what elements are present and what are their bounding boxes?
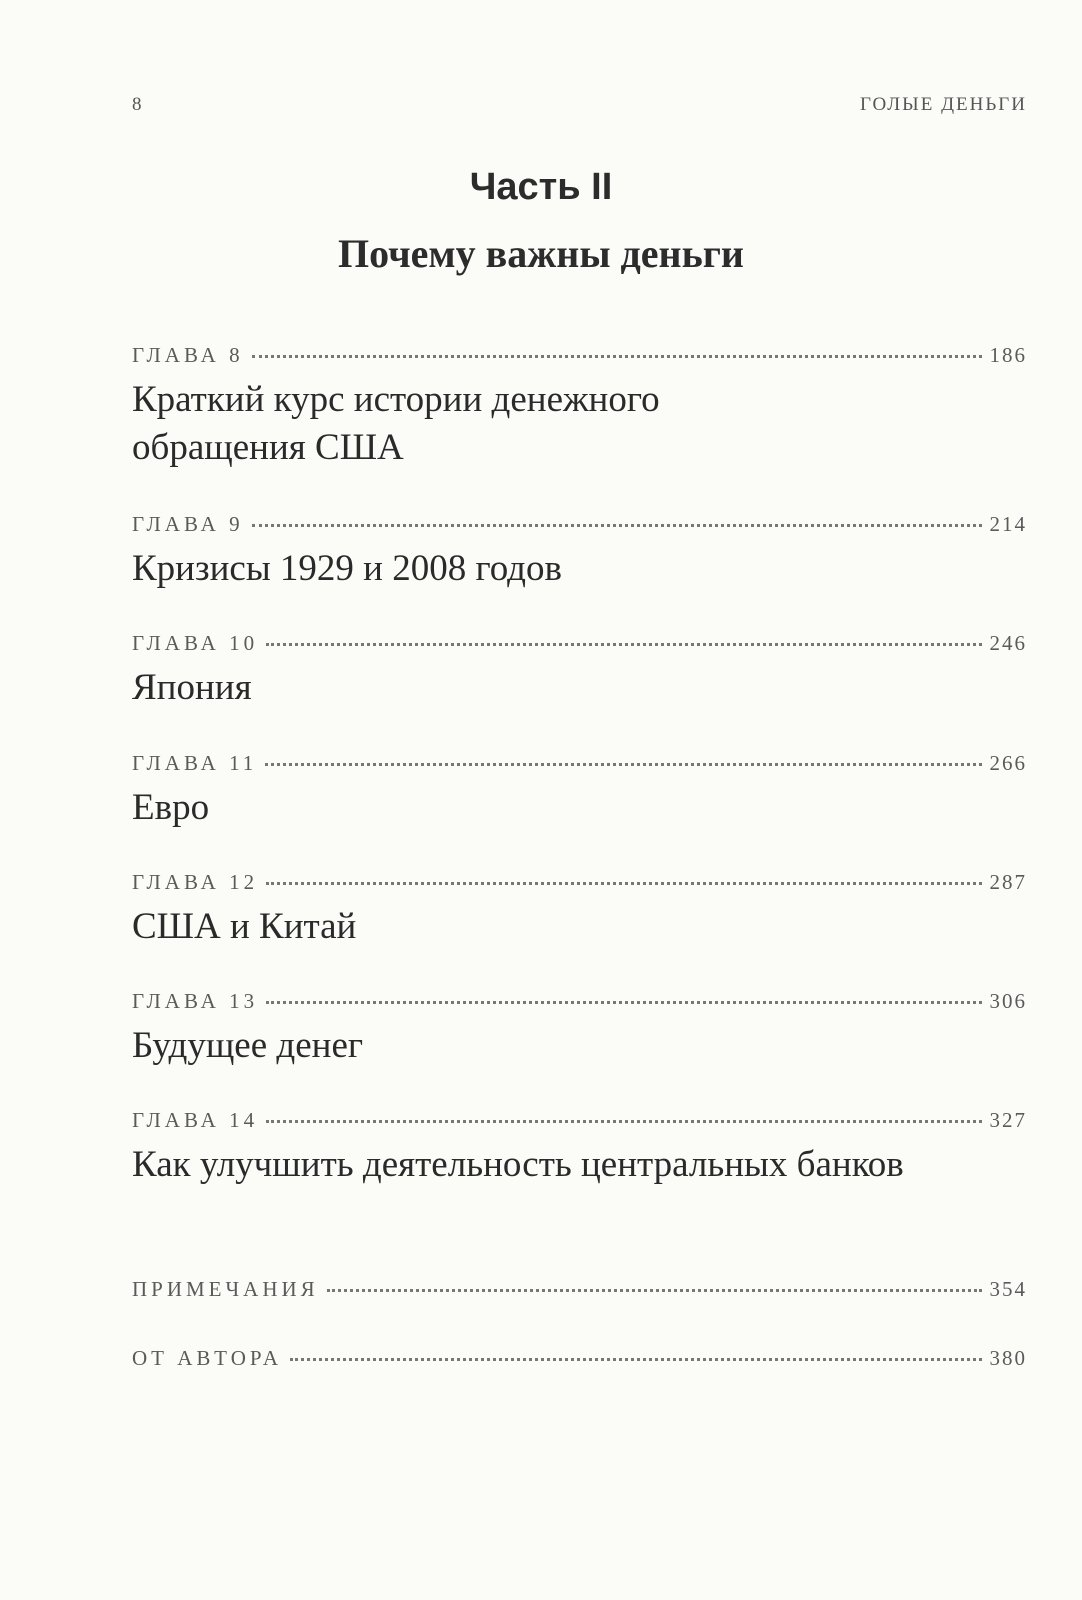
chapter-page: 327: [989, 1108, 1027, 1132]
chapter-page: 306: [989, 989, 1027, 1013]
dot-leader: [266, 643, 981, 646]
toc-entry[interactable]: [132, 631, 1027, 712]
chapter-page: 266: [989, 751, 1027, 775]
chapter-page: 214: [989, 512, 1027, 536]
chapter-page: 186: [989, 343, 1027, 367]
appendix-label: ОТ АВТОРА: [132, 1346, 283, 1370]
part-title: Почему важны деньги: [338, 231, 744, 276]
chapter-title: Япония: [132, 667, 252, 708]
chapter-label: ГЛАВА 8: [132, 343, 244, 367]
running-title: ГОЛЫЕ ДЕНЬГИ: [859, 94, 1027, 115]
toc-entry-author[interactable]: [132, 1346, 1027, 1371]
dot-leader: [290, 1358, 981, 1361]
dot-leader: [266, 1120, 981, 1123]
toc-entry[interactable]: [132, 751, 1027, 832]
chapter-label: ГЛАВА 13: [132, 989, 259, 1013]
chapter-label: ГЛАВА 11: [132, 751, 258, 775]
dot-leader: [327, 1289, 982, 1292]
dot-leader: [266, 882, 981, 885]
chapter-title: США и Китай: [132, 906, 357, 947]
chapter-title: Евро: [132, 787, 210, 828]
chapter-label: ГЛАВА 12: [132, 870, 259, 894]
dot-leader: [252, 355, 982, 358]
chapter-title: Краткий курс истории денежного обращения США: [132, 379, 660, 468]
part-label: Часть II: [469, 166, 613, 208]
chapter-title: Как улучшить деятельность центральных банков: [132, 1144, 904, 1185]
chapter-page: 246: [989, 631, 1027, 655]
page-number: 8: [132, 94, 142, 115]
chapter-label: ГЛАВА 14: [132, 1108, 259, 1132]
dot-leader: [252, 524, 982, 527]
chapter-page: 287: [989, 870, 1027, 894]
appendix-page: 354: [989, 1277, 1027, 1301]
toc-entry[interactable]: [132, 512, 1027, 593]
chapter-label: ГЛАВА 10: [132, 631, 259, 655]
dot-leader: [266, 1001, 981, 1004]
toc-entry[interactable]: [132, 1108, 1027, 1189]
toc-entry[interactable]: [132, 870, 1027, 951]
appendix-page: 380: [989, 1346, 1027, 1370]
appendix-label: ПРИМЕЧАНИЯ: [132, 1277, 319, 1301]
chapter-label: ГЛАВА 9: [132, 512, 244, 536]
running-head: [132, 94, 1027, 116]
toc-entry[interactable]: [132, 989, 1027, 1070]
toc-entry[interactable]: [132, 343, 1027, 472]
dot-leader: [265, 763, 981, 766]
chapter-title: Кризисы 1929 и 2008 годов: [132, 548, 562, 589]
chapter-title: Будущее денег: [132, 1025, 364, 1066]
toc-entry-notes[interactable]: [132, 1277, 1027, 1302]
